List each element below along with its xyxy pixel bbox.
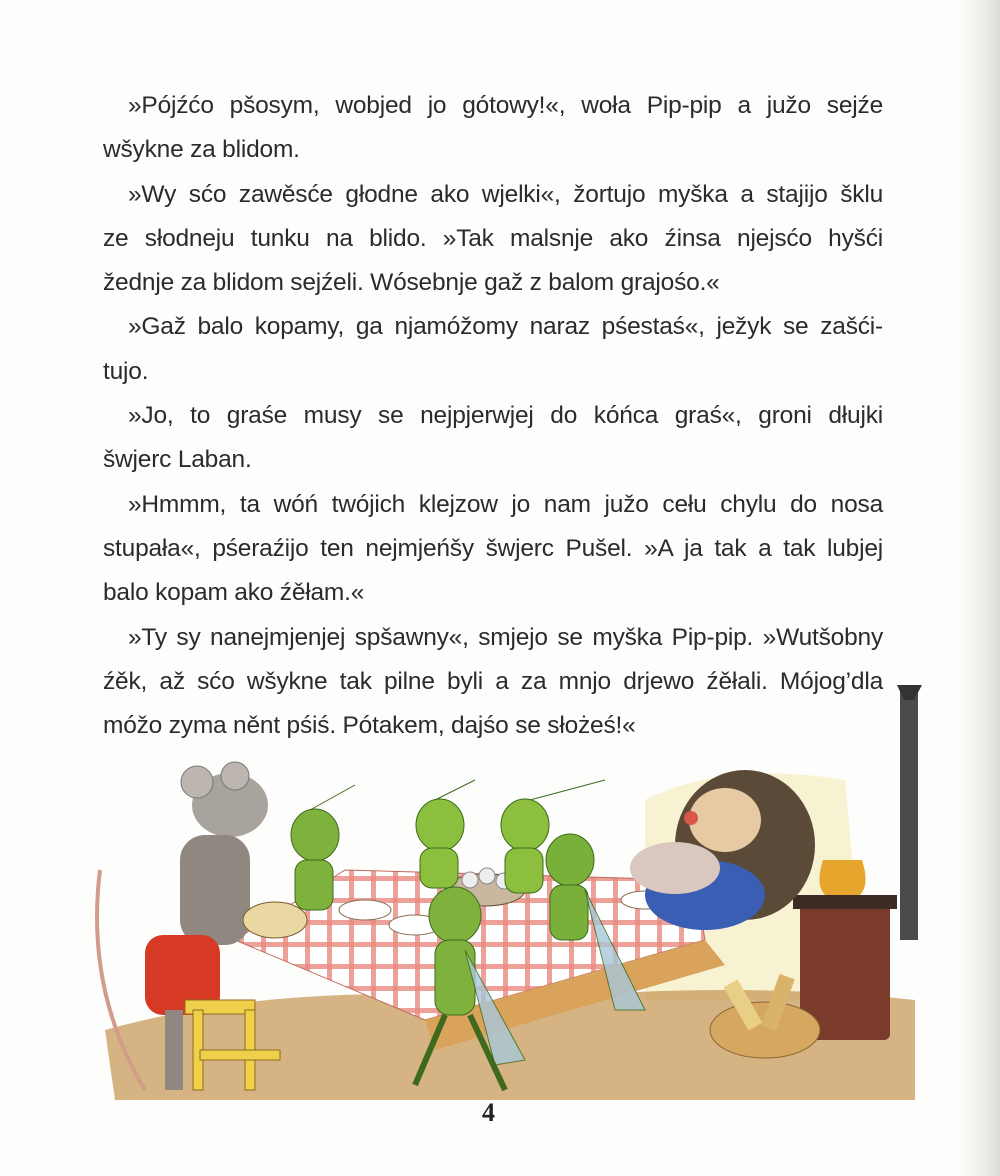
paragraph xyxy=(103,394,883,483)
text-line: balo kopam ako źěłam.« xyxy=(103,579,365,607)
page-edge-shadow xyxy=(960,0,1000,1176)
text-line: wšykne za blidom. xyxy=(103,136,300,164)
page-number: 4 xyxy=(482,1098,495,1127)
text-line: »Ty sy nanejmjenjej spšawny«, smjejo se myška Pip-pip. »Wutšobny xyxy=(128,623,883,651)
text-line: šwjerc Laban. xyxy=(103,446,252,474)
text-line: žednje za blidom sejźeli. Wósebnje gaž z balom grajośo.« xyxy=(103,269,720,297)
wood-basket xyxy=(710,1002,820,1058)
paragraph xyxy=(103,483,883,616)
text-line: móžo zyma něnt pśiś. Pótakem, dajśo se słożeś!« xyxy=(103,712,636,740)
text-line: ze słodneju tunku na blido. »Tak malsnje ako źinsa njejsćo hyšći xyxy=(103,224,883,252)
text-line: »Pójźćo pšosym, wobjed jo gótowy!«, woła Pip-pip a južo sejźe xyxy=(128,92,883,119)
text-line: »Jo, to graśe musy se nejpjerwjej do kóńca graś«, groni dłujki xyxy=(128,402,883,430)
text-line: stupała«, pśeraźijo ten nejmjeńšy šwjerc Pušel. »A ja tak a tak lubjej xyxy=(103,534,883,562)
coffee-pot xyxy=(819,860,865,895)
grasshopper xyxy=(416,780,475,888)
paragraph xyxy=(103,305,883,394)
paragraph xyxy=(103,84,883,173)
text-line: tujo. xyxy=(103,357,149,385)
text-line: »Gaž balo kopamy, ga njamóžomy naraz pśestaś«, ježyk se zašći- xyxy=(128,313,883,341)
text-line: źěk, až sćo wšykne tak pilne byli a za mnjo drjewo źěłali. Mójog’dla xyxy=(103,667,883,695)
stovepipe xyxy=(897,685,922,940)
paragraph xyxy=(103,616,883,749)
paragraph xyxy=(103,173,883,306)
story-text xyxy=(103,84,883,748)
bowl xyxy=(339,900,391,920)
text-line: »Hmmm, ta wóń twójich klejzow jo nam južo cełu chylu do nosa xyxy=(128,490,883,518)
text-line: »Wy sćo zawěsće głodne ako wjelki«, žortujo myška a stajijo šklu xyxy=(128,180,883,208)
